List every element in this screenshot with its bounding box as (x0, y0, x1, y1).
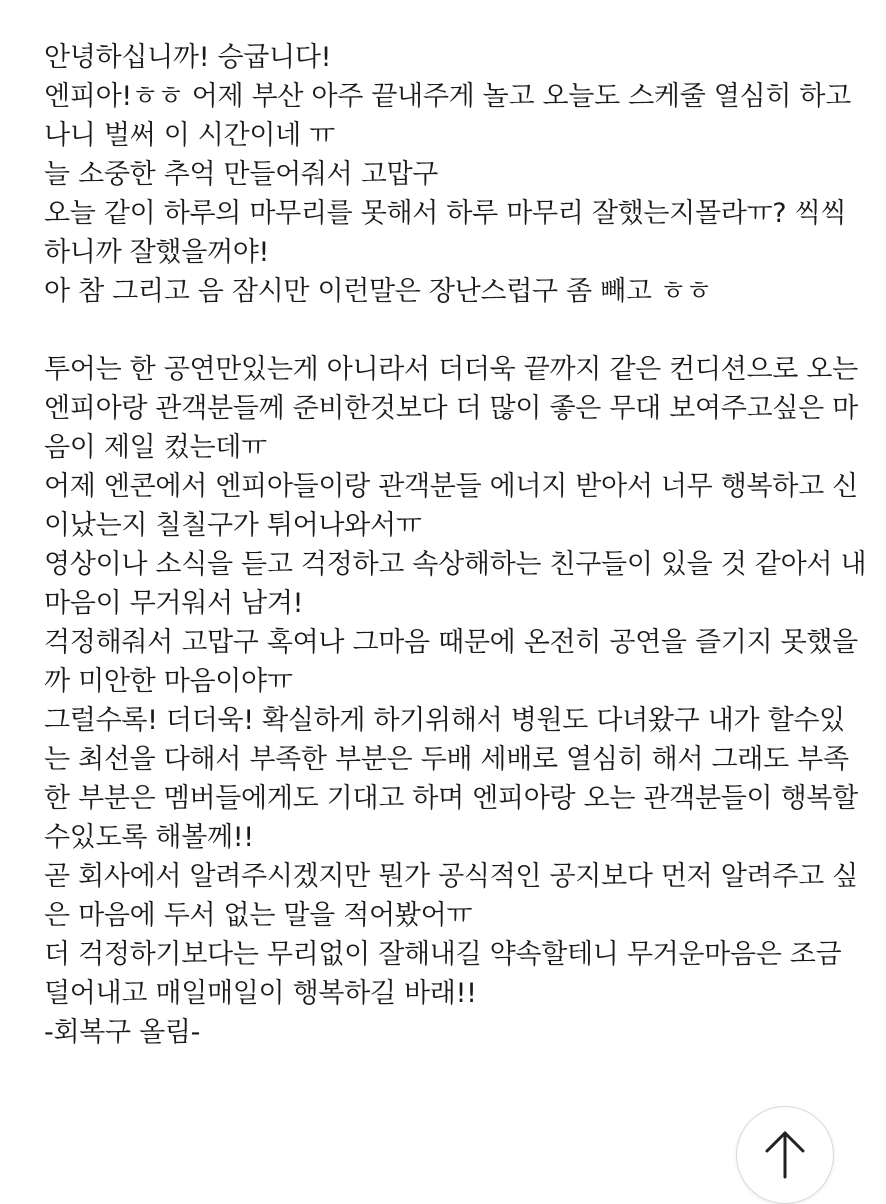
paragraph-break (44, 311, 844, 350)
post-line: 더 걱정하기보다는 무리없이 잘해내길 약속할테니 무거운마음은 조금 (44, 939, 842, 970)
post-line: 까 미안한 마음이야ㅠ (44, 666, 293, 697)
post-line: 투어는 한 공연만있는게 아니라서 더더욱 끝까지 같은 컨디션으로 오는 (44, 354, 858, 385)
post-line: 이났는지 칠칠구가 튀어나와서ㅠ (44, 510, 422, 541)
post-line: 덜어내고 매일매일이 행복하길 바래!! (44, 978, 477, 1009)
post-line: 아 참 그리고 음 잠시만 이런말은 장난스럽구 좀 빼고 ㅎㅎ (44, 276, 712, 307)
post-line: 음이 제일 컸는데ㅠ (44, 432, 267, 463)
post-line: 나니 벌써 이 시간이네 ㅠ (44, 120, 335, 151)
post-line: 엔피아랑 관객분들께 준비한것보다 더 많이 좋은 무대 보여주고싶은 마 (44, 393, 858, 424)
post-line: 엔피아!ㅎㅎ 어제 부산 아주 끝내주게 놀고 오늘도 스케줄 열심히 하고 (44, 81, 851, 112)
post-line: 수있도록 해볼께!! (44, 822, 254, 853)
post-line: 하니까 잘했을꺼야! (44, 237, 270, 268)
post-line: 늘 소중한 추억 만들어줘서 고맙구 (44, 159, 439, 190)
scroll-to-top-button[interactable] (736, 1106, 834, 1204)
post-line: 오늘 같이 하루의 마무리를 못해서 하루 마무리 잘했는지몰라ㅠ? 씩씩 (44, 198, 847, 229)
post-line: 은 마음에 두서 없는 말을 적어봤어ㅠ (44, 900, 473, 931)
post-line: 안녕하십니까! 승굽니다! (44, 42, 332, 73)
post-line: 어제 엔콘에서 엔피아들이랑 관객분들 에너지 받아서 너무 행복하고 신 (44, 471, 858, 502)
post-line: 걱정해줘서 고맙구 혹여나 그마음 때문에 온전히 공연을 즐기지 못했을 (44, 627, 858, 658)
arrow-up-icon (763, 1129, 807, 1181)
post-body (44, 38, 867, 1052)
post-line: 는 최선을 다해서 부족한 부분은 두배 세배로 열심히 해서 그래도 부족 (44, 744, 849, 775)
post-line: 영상이나 소식을 듣고 걱정하고 속상해하는 친구들이 있을 것 같아서 내 (44, 549, 867, 580)
post-line: 한 부분은 멤버들에게도 기대고 하며 엔피아랑 오는 관객분들이 행복할 (44, 783, 858, 814)
post-line: 그럴수록! 더더욱! 확실하게 하기위해서 병원도 다녀왔구 내가 할수있 (44, 705, 845, 736)
post-signature: -회복구 올림- (44, 1017, 201, 1048)
post-line: 곧 회사에서 알려주시겠지만 뭔가 공식적인 공지보다 먼저 알려주고 싶 (44, 861, 858, 892)
post-line: 마음이 무거워서 남겨! (44, 588, 304, 619)
